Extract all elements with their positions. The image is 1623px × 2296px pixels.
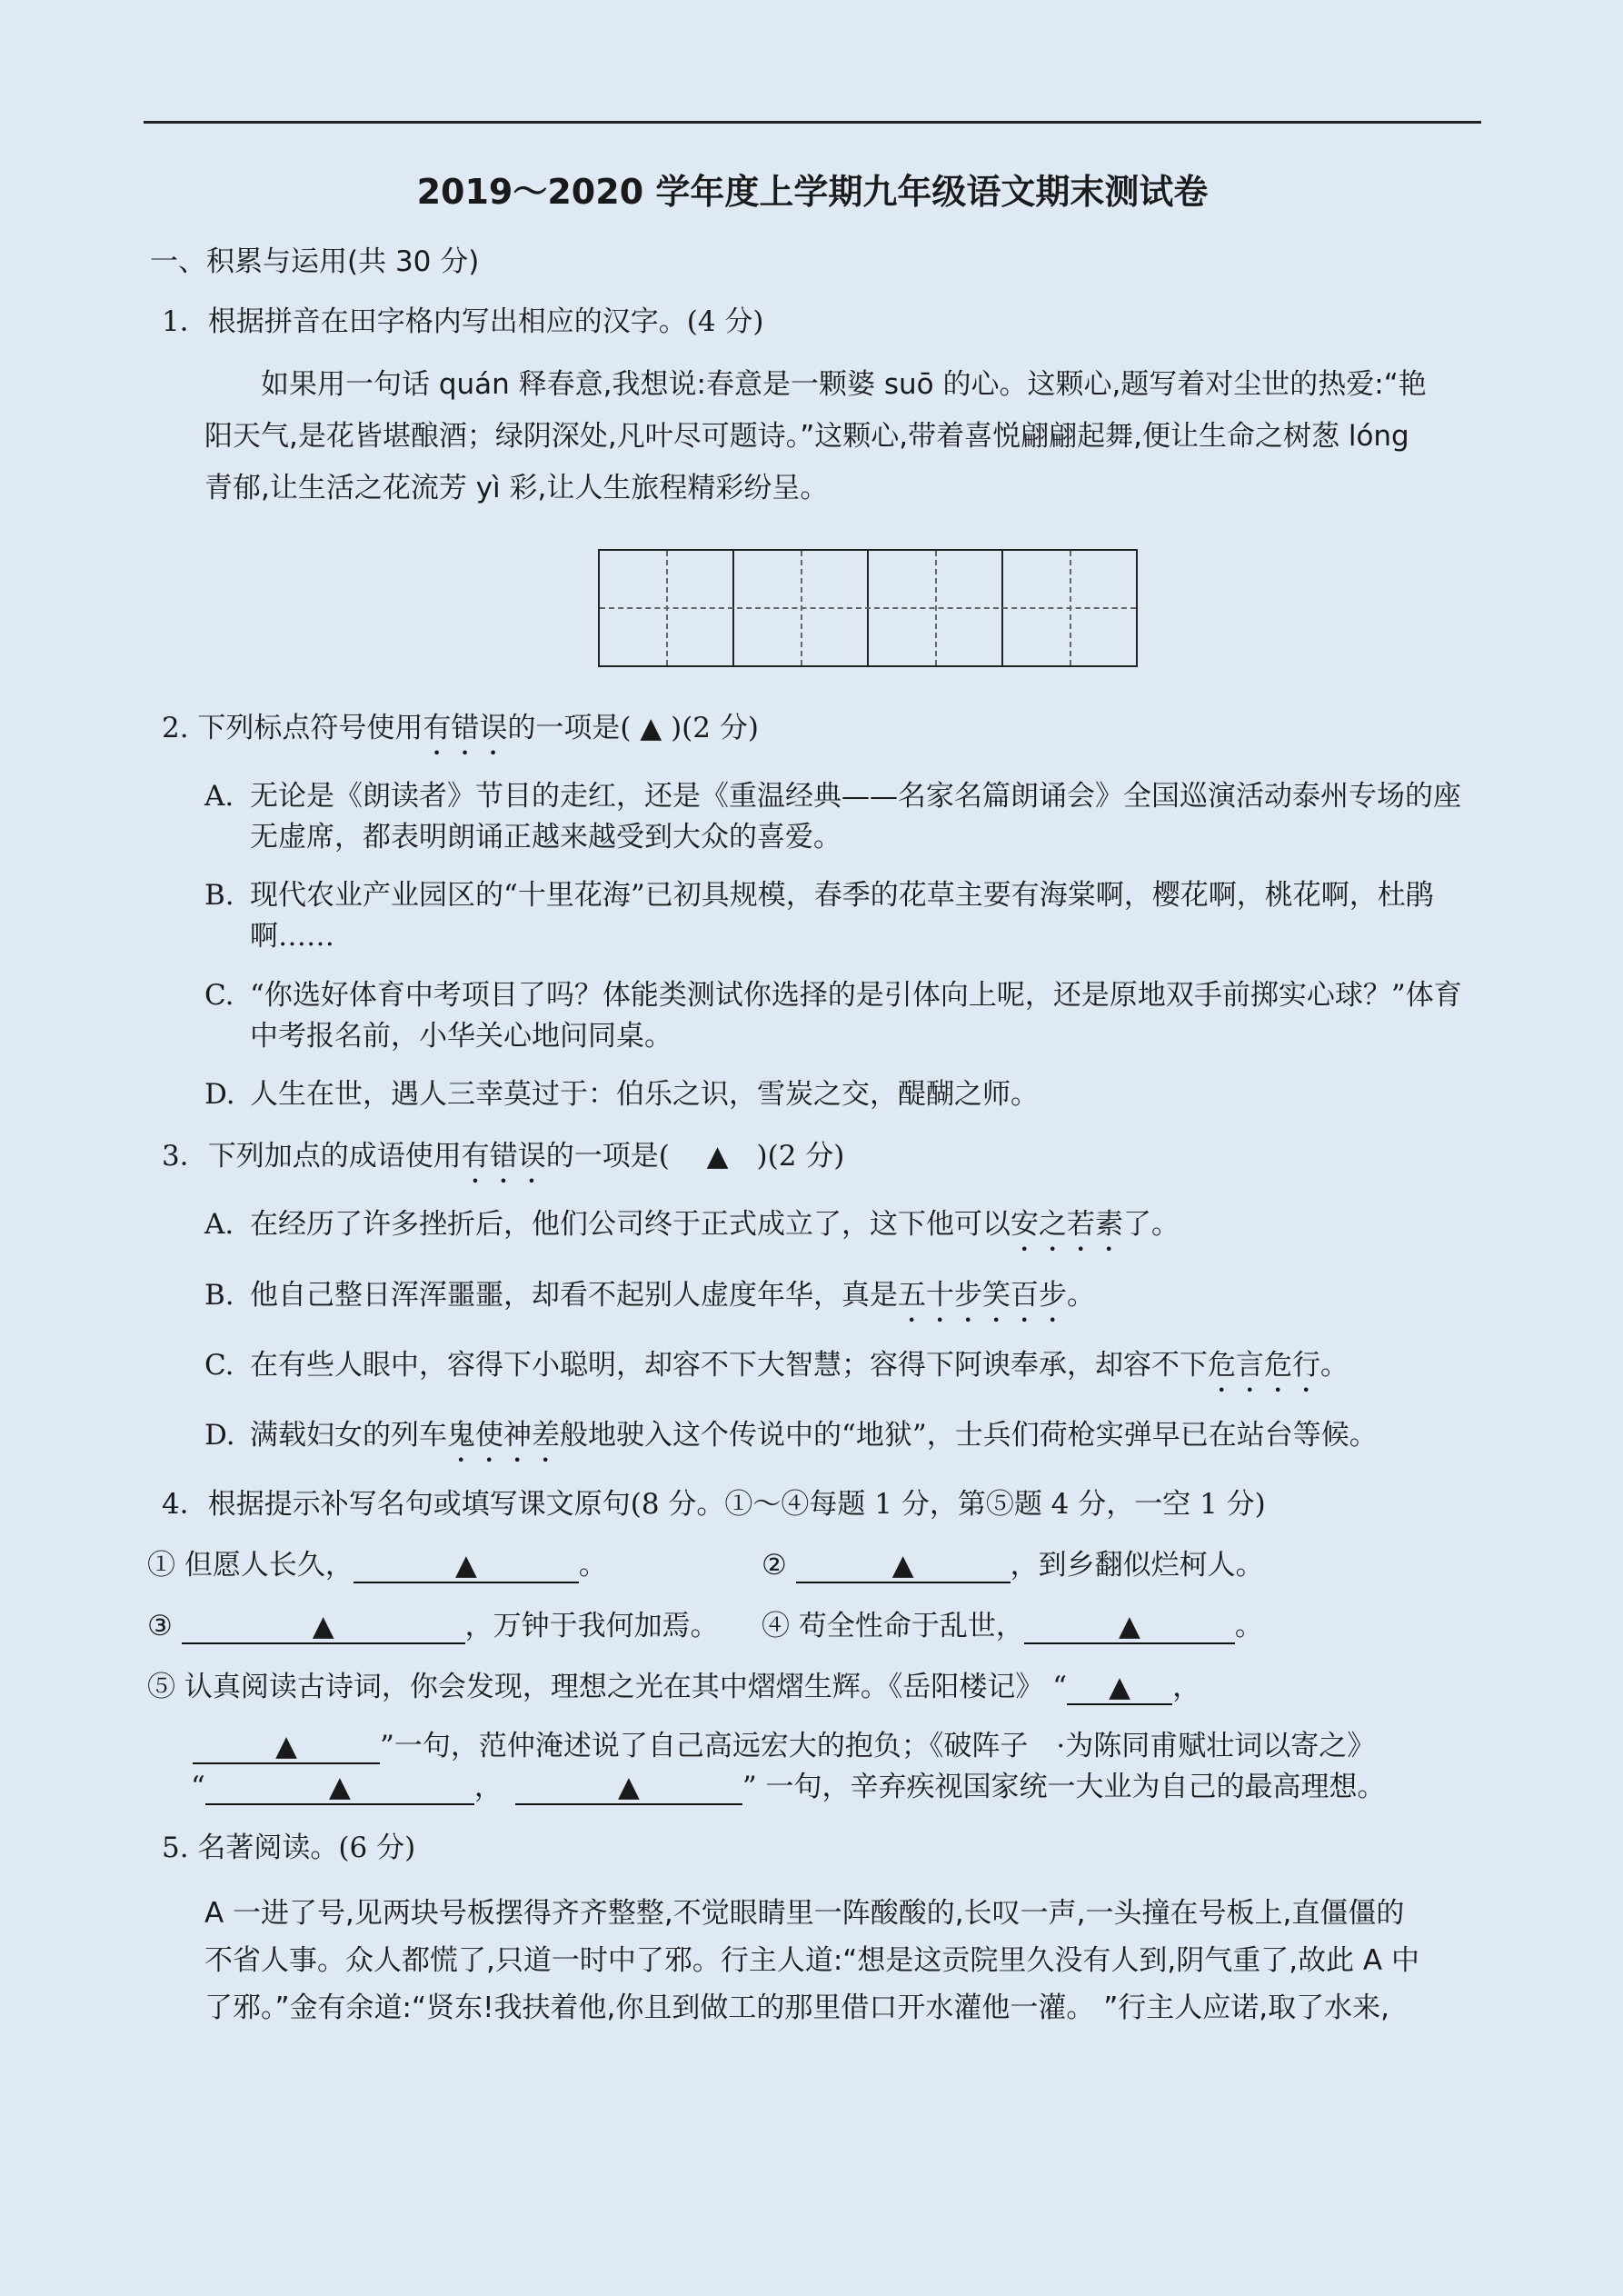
fill-line-1: ① 但愿人长久， ▲ 。 — [147, 1549, 607, 1582]
question-2-option-b[interactable] — [204, 875, 1481, 953]
page-title: 2019～2020 学年度上学期九年级语文期末测试卷 — [416, 172, 1209, 212]
question-5-stem: 5. 名著阅读。(6 分) — [162, 1832, 416, 1864]
option-label: A. — [204, 1208, 234, 1241]
option-label: A. — [204, 780, 234, 813]
question-3-option-b[interactable] — [204, 1275, 1481, 1316]
section-heading: 一、积累与运用(共 30 分) — [150, 245, 480, 278]
question-3-option-c[interactable] — [204, 1345, 1481, 1386]
question-4-stem: 4．根据提示补写名句或填写课文原句(8 分。①～④每题 1 分，第⑤题 4 分，一空 1 分) — [162, 1488, 1266, 1521]
emphasis-text: 有错误 — [423, 712, 508, 744]
answer-blank-6[interactable]: ▲ — [193, 1730, 380, 1764]
question-2-option-a[interactable] — [204, 776, 1481, 854]
option-label: D. — [204, 1078, 235, 1111]
question-1-line-1: 如果用一句话 quán 释春意,我想说:春意是一颗婆 suō 的心。这颗心,题写着对尘世的热爱:“艳 — [261, 368, 1427, 401]
question-1-line-2: 阳天气,是花皆堪酿酒；绿阴深处,凡叶尽可题诗。”这颗心,带着喜悦翩翩起舞,便让生命之树葱 lóng — [204, 420, 1409, 453]
option-text: “你选好体育中考项目了吗？体能类测试你选择的是引体向上呢，还是原地双手前掷实心球？”体育中考报名前，小华关心地问同桌。 — [250, 979, 1462, 1053]
fill-line-2: ② ▲ ，到乡翻似烂柯人。 — [762, 1549, 1264, 1582]
option-text: 现代农业产业园区的“十里花海”已初具规模，春季的花草主要有海棠啊，樱花啊，桃花啊，杜鹃啊…… — [250, 879, 1434, 953]
fill-line-6: ▲ ”一句，范仲淹述说了自己高远宏大的抱负；《破阵子 ·为陈同甫赋壮词以寄之》 — [193, 1728, 1375, 1764]
fill-line-7: “ ▲ ， ▲ ” 一句，辛弃疾视国家统一大业为自己的最高理想。 — [191, 1771, 1386, 1803]
answer-blank-8[interactable]: ▲ — [515, 1771, 742, 1805]
option-label: D. — [204, 1419, 235, 1452]
question-2-option-d[interactable] — [204, 1074, 1481, 1115]
idiom-text: 五十步笑百步 — [898, 1279, 1067, 1312]
question-3-option-d[interactable] — [204, 1415, 1481, 1456]
question-2-option-c[interactable] — [204, 975, 1481, 1053]
stem-text: 的一项是( ▲ )(2 分) — [507, 712, 759, 744]
option-text: 在有些人眼中，容得下小聪明，却容不下大智慧；容得下阿谀奉承，却容不下危言危行。 — [250, 1349, 1349, 1382]
answer-blank-1[interactable]: ▲ — [353, 1549, 579, 1583]
question-1-line-3: 青郁,让生活之花流芳 yì 彩,让人生旅程精彩纷呈。 — [204, 472, 829, 504]
option-text: 他自己整日浑浑噩噩，却看不起别人虚度年华，真是五十步笑百步。 — [250, 1279, 1095, 1312]
answer-blank-5[interactable]: ▲ — [1067, 1671, 1172, 1705]
option-text: 满载妇女的列车鬼使神差般地驶入这个传说中的“地狱”，士兵们荷枪实弹早已在站台等候。 — [250, 1419, 1378, 1452]
question-3-stem — [162, 1138, 844, 1190]
question-5-line-1: A 一进了号,见两块号板摆得齐齐整整,不觉眼睛里一阵酸酸的,长叹一声,一头撞在号板上,直僵僵的 — [204, 1897, 1405, 1930]
stem-text: 2. 下列标点符号使用 — [162, 712, 423, 744]
question-3-option-a[interactable] — [204, 1204, 1481, 1245]
stem-text: 的一项是( ▲ )(2 分) — [545, 1140, 845, 1173]
question-1-stem: 1．根据拼音在田字格内写出相应的汉字。(4 分) — [162, 305, 764, 338]
idiom-text: 危言危行 — [1208, 1349, 1320, 1382]
option-text: 无论是《朗读者》节目的走红，还是《重温经典——名家名篇朗诵会》全国巡演活动泰州专场的座无虚席，都表明朗诵正越来越受到大众的喜爱。 — [250, 780, 1461, 854]
answer-blank-2[interactable]: ▲ — [796, 1549, 1011, 1583]
answer-blank-4[interactable]: ▲ — [1024, 1610, 1235, 1644]
stem-text: 3．下列加点的成语使用 — [162, 1140, 462, 1173]
tianzige-grid[interactable] — [598, 549, 1138, 667]
fill-line-4: ④ 苟全性命于乱世， ▲ 。 — [762, 1610, 1263, 1642]
option-label: B. — [204, 1279, 234, 1312]
idiom-text: 鬼使神差 — [447, 1419, 560, 1452]
question-5-line-2: 不省人事。众人都慌了,只道一时中了邪。行主人道:“想是这贡院里久没有人到,阴气重了,故此 A 中 — [204, 1944, 1419, 1977]
fill-line-3: ③ ▲ ，万钟于我何加焉。 — [147, 1610, 719, 1642]
top-rule — [144, 121, 1481, 124]
answer-blank-3[interactable]: ▲ — [182, 1610, 465, 1644]
fill-line-5: ⑤ 认真阅读古诗词，你会发现，理想之光在其中熠熠生辉。《岳阳楼记》 “ ▲ ， — [147, 1671, 1201, 1703]
option-text: 在经历了许多挫折后，他们公司终于正式成立了，这下他可以安之若素了。 — [250, 1208, 1180, 1241]
option-label: C. — [204, 1349, 234, 1382]
answer-blank-7[interactable]: ▲ — [205, 1771, 474, 1805]
grid-dash — [600, 607, 1136, 609]
option-label: B. — [204, 879, 234, 912]
question-2-stem — [162, 710, 759, 762]
option-label: C. — [204, 979, 234, 1012]
emphasis-text: 有错误 — [461, 1140, 546, 1173]
question-5-line-3: 了邪。”金有余道:“贤东!我扶着他,你且到做工的那里借口开水灌他一灌。 ”行主人应诺,取了水来, — [204, 1992, 1389, 2024]
idiom-text: 安之若素 — [1011, 1208, 1123, 1241]
option-text: 人生在世，遇人三幸莫过于：伯乐之识，雪炭之交，醍醐之师。 — [250, 1078, 1039, 1111]
